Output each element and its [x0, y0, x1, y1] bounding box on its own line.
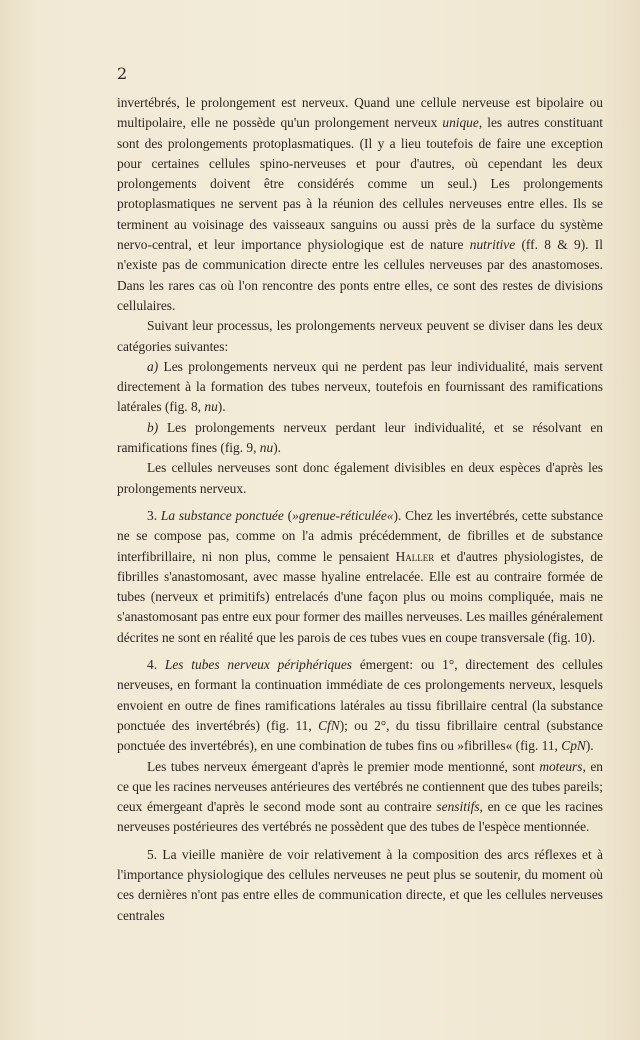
italic-run: b): [147, 419, 159, 435]
text-run: et d'autres physiologistes, de fibrilles s'anastomosant, avec masse hyaline entrelacée. Elle est au contraire formée de tubes (nerveux et primitifs) entrelacés d'une façon plus ou moins compliquée, mais ne s'anastomosant pas entre eux pour former des mailles nerveuses. Les mailles généralement décrites ne sont en réalité que les parois de ces tubes vues en coupe transversale (fig. 10).: [117, 548, 603, 645]
text-run: (ff. 8 & 9). Il n'existe pas de communication directe entre les cellules nerveuses par des anastomoses. Dans les rares cas où l'on rencontre des ponts entre elles, ce sont des restes de divisions cellulaires.: [117, 237, 603, 313]
page-number: 2: [117, 64, 128, 83]
italic-run: »grenue-réticulée«: [292, 507, 394, 523]
text-run: ).: [585, 738, 594, 754]
text-run: Les prolongements nerveux qui ne perdent pas leur individualité, mais servent directement à la formation des tubes nerveux, toutefois en fournissant des ramifications latérales (fig. 8,: [117, 358, 603, 415]
text-run: ). Chez les invertébrés, cette substance ne se compose pas, comme on l'a admis précédemment, de fibrilles et de substance interfibrillaire, ni non plus, comme le pensaient: [117, 507, 604, 564]
text-run: (: [283, 507, 293, 523]
italic-run: CfN: [318, 717, 340, 733]
paragraph-categories-intro: [117, 316, 603, 357]
italic-run: nutritive: [469, 237, 516, 253]
text-run: Suivant leur processus, les prolongements nerveux peuvent se diviser dans les deux catégories suivantes:: [117, 318, 603, 354]
paragraph-category-b: [117, 418, 603, 459]
italic-run: a): [147, 358, 159, 374]
author-name: Haller: [395, 548, 435, 564]
text-run: ).: [273, 440, 281, 456]
italic-run: moteurs: [539, 758, 583, 774]
italic-run: unique: [442, 115, 479, 131]
text-run: 5. La vieille manière de voir relativement à la composition des arcs réflexes et à l'importance physiologique des cellules nerveuses ne peut plus se soutenir, du moment où ces dernières n'ont pas entre elles de communication directe, et que les cellules nerveuses centrales: [117, 846, 603, 923]
italic-run: CpN: [561, 738, 586, 754]
text-run: , en ce que les racines nerveuses antérieures des vertébrés ne contiennent que des tubes pareils; ceux émergeant d'après le second mode sont au contraire: [117, 758, 604, 815]
section-5-arcs-reflexes: [117, 845, 603, 926]
paragraph-moteurs-sensitifs: [117, 757, 603, 838]
italic-run: sensitifs: [436, 799, 480, 815]
text-run: émergent: ou 1°, directement des cellules nerveuses, en formant la continuation immédiate de ces prolongements nerveux, lesquels envoient en outre de fines ramifications latérales au tissu fibrillaire central (la substance ponctuée des invertébrés) (fig. 11,: [117, 657, 604, 733]
italic-run: Les tubes nerveux périphériques: [164, 657, 352, 673]
italic-run: La substance ponctuée: [160, 507, 284, 523]
text-run: Les cellules nerveuses sont donc également divisibles en deux espèces d'après les prolongements nerveux.: [117, 460, 603, 496]
text-run: , les autres constituant sont des prolongements protoplasmatiques. (Il y a lieu toutefois de faire une exception pour certaines cellules spino-nerveuses et pour d'autres, où cependant les deux prolongements doivent être considérés comme un seul.) Les prolongements protoplasmatiques ne servent pas à la réunion des cellules nerveuses entre elles. Ils se terminent au voisinage des vaisseaux sanguins ou aussi près de la surface du système nervo-central, et leur importance physiologique est de nature: [117, 115, 604, 253]
body-text: [117, 93, 603, 926]
paragraph-cell-species: [117, 458, 603, 499]
text-run: ); ou 2°, du tissu fibrillaire central (substance ponctuée des invertébrés), en une combination de tubes fins ou »fibrilles« (fig. 11,: [117, 717, 603, 754]
text-run: , en ce que les racines nerveuses postérieures des vertébrés ne possèdent que des tubes de l'espèce mentionnée.: [117, 799, 603, 835]
text-run: Les prolongements nerveux perdant leur individualité, et se résolvant en ramifications fines (fig. 9,: [117, 419, 603, 456]
paragraph-continuation: [117, 93, 603, 316]
text-run: ).: [217, 399, 226, 415]
section-3-substance-ponctuee: [117, 506, 603, 648]
section-4-tubes-nerveux: [117, 655, 603, 756]
paragraph-category-a: [117, 357, 603, 418]
text-run: 4.: [147, 657, 165, 673]
text-run: invertébrés, le prolongement est nerveux. Quand une cellule nerveuse est bipolaire ou multipolaire, elle ne possède qu'un prolongement nerveux: [117, 95, 603, 131]
text-run: 3.: [147, 507, 161, 523]
text-run: Les tubes nerveux émergeant d'après le premier mode mentionné, sont: [147, 758, 540, 774]
italic-run: nu: [204, 399, 218, 415]
italic-run: nu: [259, 440, 274, 456]
